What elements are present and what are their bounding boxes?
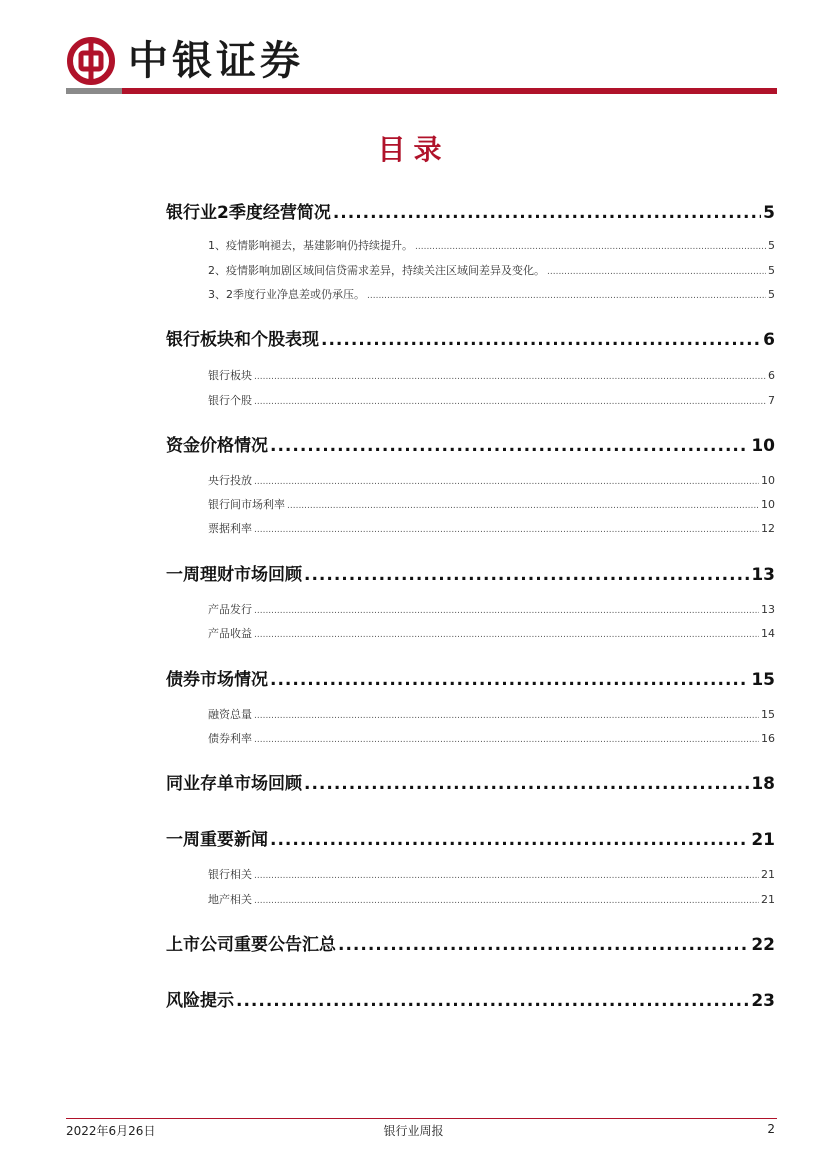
- footer-divider: [66, 1118, 777, 1119]
- toc-entry[interactable]: 风险提示 ..... 23: [166, 986, 775, 1011]
- toc-entry[interactable]: 2、疫情影响加剧区域间信贷需求差异，持续关注区域间差异及变化。 ..... 5: [208, 262, 775, 278]
- toc-entry[interactable]: 票据利率 ..... 12: [208, 520, 775, 536]
- toc-entry[interactable]: 银行相关 ..... 21: [208, 866, 775, 882]
- bank-of-china-logo-icon: [66, 36, 116, 86]
- toc-entry[interactable]: 银行板块和个股表现 ..... 6: [166, 325, 775, 350]
- toc-entry[interactable]: 3、2季度行业净息差或仍承压。 ..... 5: [208, 286, 775, 302]
- toc-entry[interactable]: 银行业2季度经营简况 ..... 5: [166, 198, 775, 223]
- toc-entry[interactable]: 一周重要新闻 ..... 21: [166, 825, 775, 850]
- toc-entry[interactable]: 央行投放 ..... 10: [208, 472, 775, 488]
- toc-entry[interactable]: 一周理财市场回顾 ..... 13: [166, 560, 775, 585]
- toc-entry[interactable]: 产品收益 ..... 14: [208, 625, 775, 641]
- header-divider: [66, 88, 777, 94]
- toc-entry[interactable]: 产品发行 ..... 13: [208, 601, 775, 617]
- brand-name: 中银证券: [128, 37, 304, 84]
- toc-entry[interactable]: 资金价格情况 ..... 10: [166, 431, 775, 456]
- toc-entry[interactable]: 同业存单市场回顾 ..... 18: [166, 769, 775, 794]
- toc-entry[interactable]: 1、疫情影响褪去，基建影响仍持续提升。 ..... 5: [208, 237, 775, 253]
- toc-entry[interactable]: 债券市场情况 ..... 15: [166, 665, 775, 690]
- toc-entry[interactable]: 地产相关 ..... 21: [208, 891, 775, 907]
- toc-entry[interactable]: 上市公司重要公告汇总 ..... 22: [166, 930, 775, 955]
- toc-entry[interactable]: 银行个股 ..... 7: [208, 392, 775, 408]
- brand-logo: [66, 36, 304, 86]
- footer-page-number: 2: [767, 1122, 775, 1136]
- toc-entry[interactable]: 银行板块 ..... 6: [208, 367, 775, 383]
- toc-entry[interactable]: 债券利率 ..... 16: [208, 730, 775, 746]
- page-title: 目录: [377, 133, 450, 166]
- footer-date: 2022年6月26日: [66, 1124, 156, 1138]
- toc-entry[interactable]: 融资总量 ..... 15: [208, 706, 775, 722]
- footer-report-name: 银行业周报: [383, 1124, 444, 1138]
- toc-entry[interactable]: 银行间市场利率 ..... 10: [208, 496, 775, 512]
